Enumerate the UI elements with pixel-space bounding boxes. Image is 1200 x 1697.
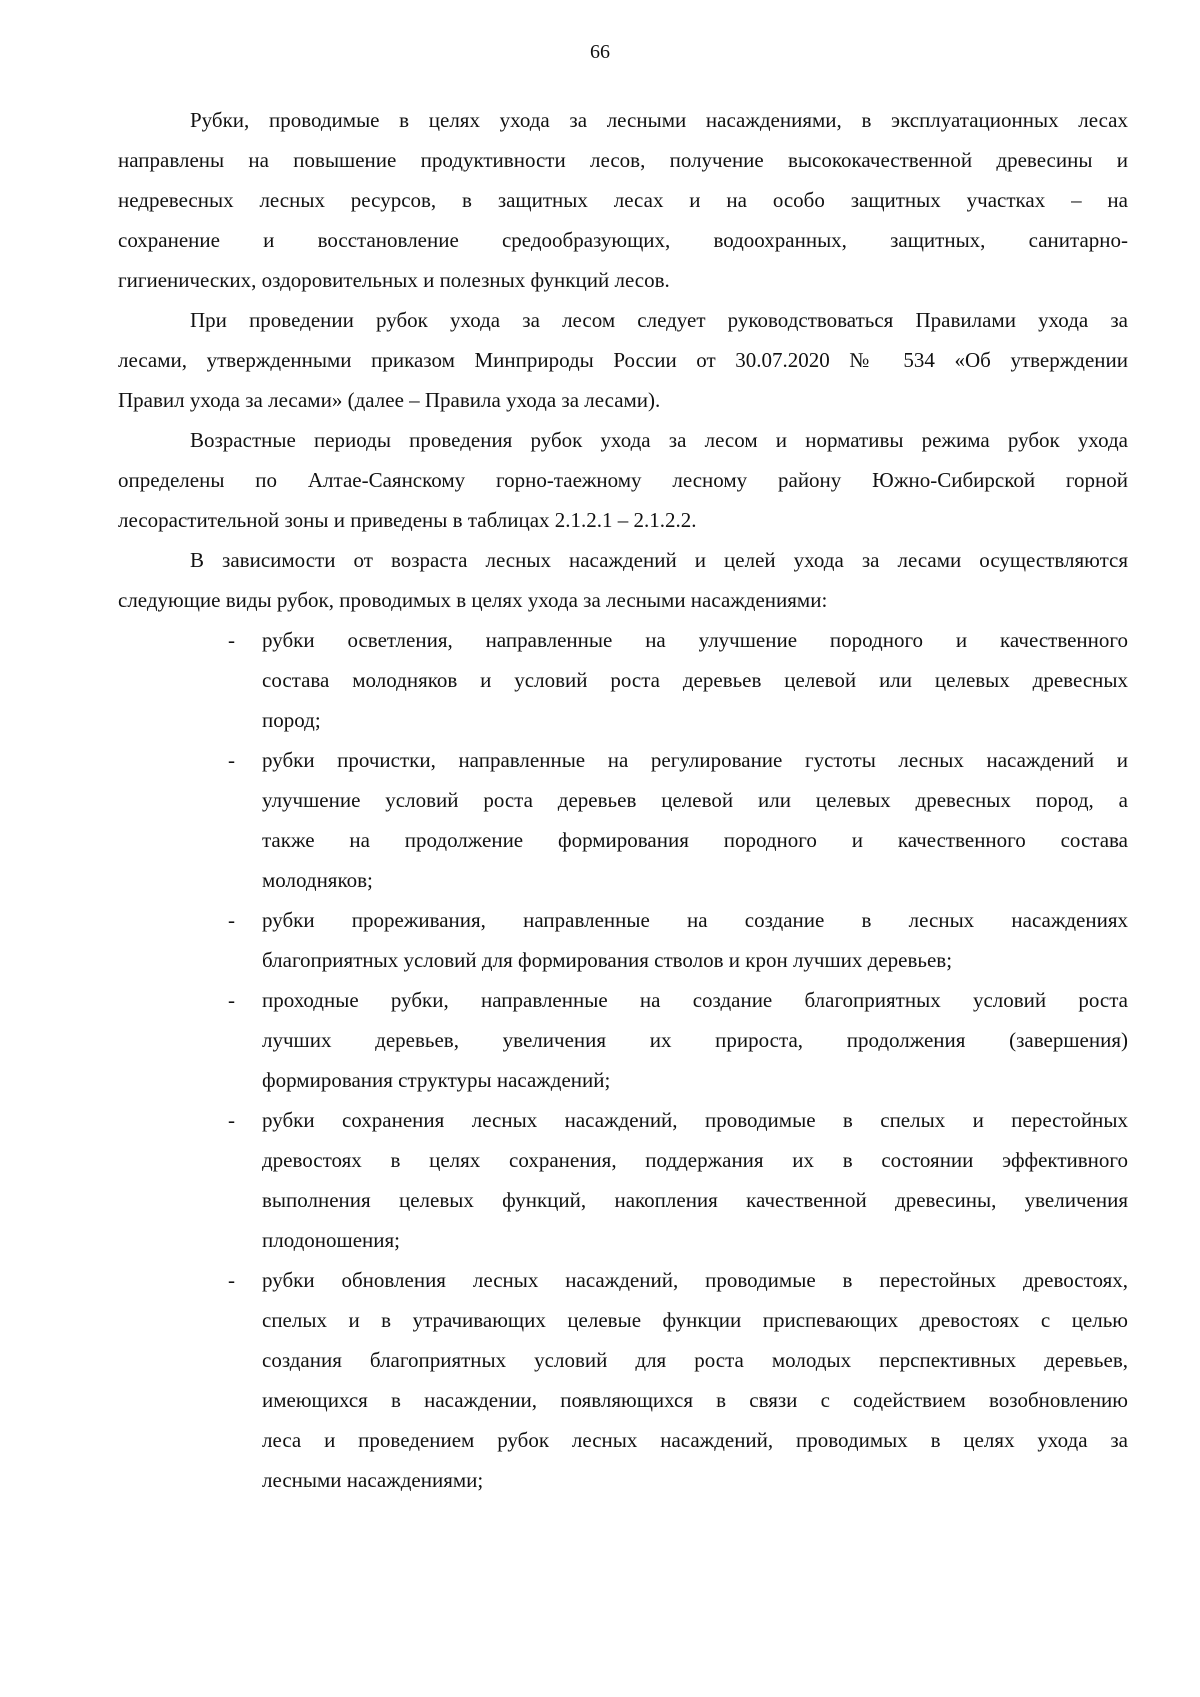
list-item-line: выполнения целевых функций, накопления качественной древесины, увеличения [262,1188,1128,1212]
list-item-line: молодняков; [262,868,373,892]
paragraph-line: сохранение и восстановление средообразующих, водоохранных, защитных, санитарно- [118,228,1128,252]
list-bullet: - [228,1108,235,1132]
paragraph-line: лесорастительной зоны и приведены в таблицах 2.1.2.1 – 2.1.2.2. [118,508,697,532]
paragraph-line: недревесных лесных ресурсов, в защитных лесах и на особо защитных участках – на [118,188,1128,212]
list-bullet: - [228,1268,235,1292]
list-item-line: леса и проведением рубок лесных насаждений, проводимых в целях ухода за [262,1428,1128,1452]
list-item-line: спелых и в утрачивающих целевые функции приспевающих древостоях с целью [262,1308,1128,1332]
list-item-line: рубки прореживания, направленные на создание в лесных насаждениях [262,908,1128,932]
list-item-line: рубки осветления, направленные на улучшение породного и качественного [262,628,1128,652]
paragraph-rules [118,300,1128,420]
list-item-line: лучших деревьев, увеличения их прироста, продолжения (завершения) [262,1028,1128,1052]
paragraph-line: следующие виды рубок, проводимых в целях ухода за лесными насаждениями: [118,588,828,612]
paragraph-age-periods [118,420,1128,540]
list-item-line: благоприятных условий для формирования стволов и крон лучших деревьев; [262,948,953,972]
list-bullet: - [228,748,235,772]
paragraph-line: При проведении рубок ухода за лесом следует руководствоваться Правилами ухода за [190,308,1128,332]
paragraph-line: Правил ухода за лесами» (далее – Правила ухода за лесами). [118,388,661,412]
paragraph-line: Возрастные периоды проведения рубок ухода за лесом и нормативы режима рубок ухода [190,428,1128,452]
list-item-line: формирования структуры насаждений; [262,1068,611,1092]
list-bullet: - [228,628,235,652]
list-item-line: проходные рубки, направленные на создание благоприятных условий роста [262,988,1128,1012]
list-item-line: улучшение условий роста деревьев целевой или целевых древесных пород, а [262,788,1128,812]
list-item-line: состава молодняков и условий роста деревьев целевой или целевых древесных [262,668,1128,692]
list-item-line: лесными насаждениями; [262,1468,484,1492]
list-item-line: также на продолжение формирования породного и качественного состава [262,828,1128,852]
list-item-line: рубки обновления лесных насаждений, проводимые в перестойных древостоях, [262,1268,1128,1292]
paragraph-types-intro [118,540,1128,620]
paragraph-line: лесами, утвержденными приказом Минприроды России от 30.07.2020 № 534 «Об утверждении [118,348,1128,372]
list-item-line: рубки сохранения лесных насаждений, проводимые в спелых и перестойных [262,1108,1128,1132]
list-item-line: пород; [262,708,321,732]
paragraph-line: Рубки, проводимые в целях ухода за лесными насаждениями, в эксплуатационных лесах [190,108,1128,132]
paragraph-line: гигиенических, оздоровительных и полезных функций лесов. [118,268,670,292]
paragraph-purpose [118,100,1128,300]
list-bullet: - [228,908,235,932]
paragraph-line: направлены на повышение продуктивности лесов, получение высококачественной древесины и [118,148,1128,172]
list-item-line: создания благоприятных условий для роста молодых перспективных деревьев, [262,1348,1128,1372]
list-item-line: рубки прочистки, направленные на регулирование густоты лесных насаждений и [262,748,1128,772]
list-bullet: - [228,988,235,1012]
list-item-line: плодоношения; [262,1228,400,1252]
list-item-line: древостоях в целях сохранения, поддержания их в состоянии эффективного [262,1148,1128,1172]
page-number: 66 [590,41,610,63]
paragraph-line: определены по Алтае-Саянскому горно-таежному лесному району Южно-Сибирской горной [118,468,1128,492]
paragraph-line: В зависимости от возраста лесных насаждений и целей ухода за лесами осуществляются [190,548,1128,572]
list-item-line: имеющихся в насаждении, появляющихся в связи с содействием возобновлению [262,1388,1128,1412]
